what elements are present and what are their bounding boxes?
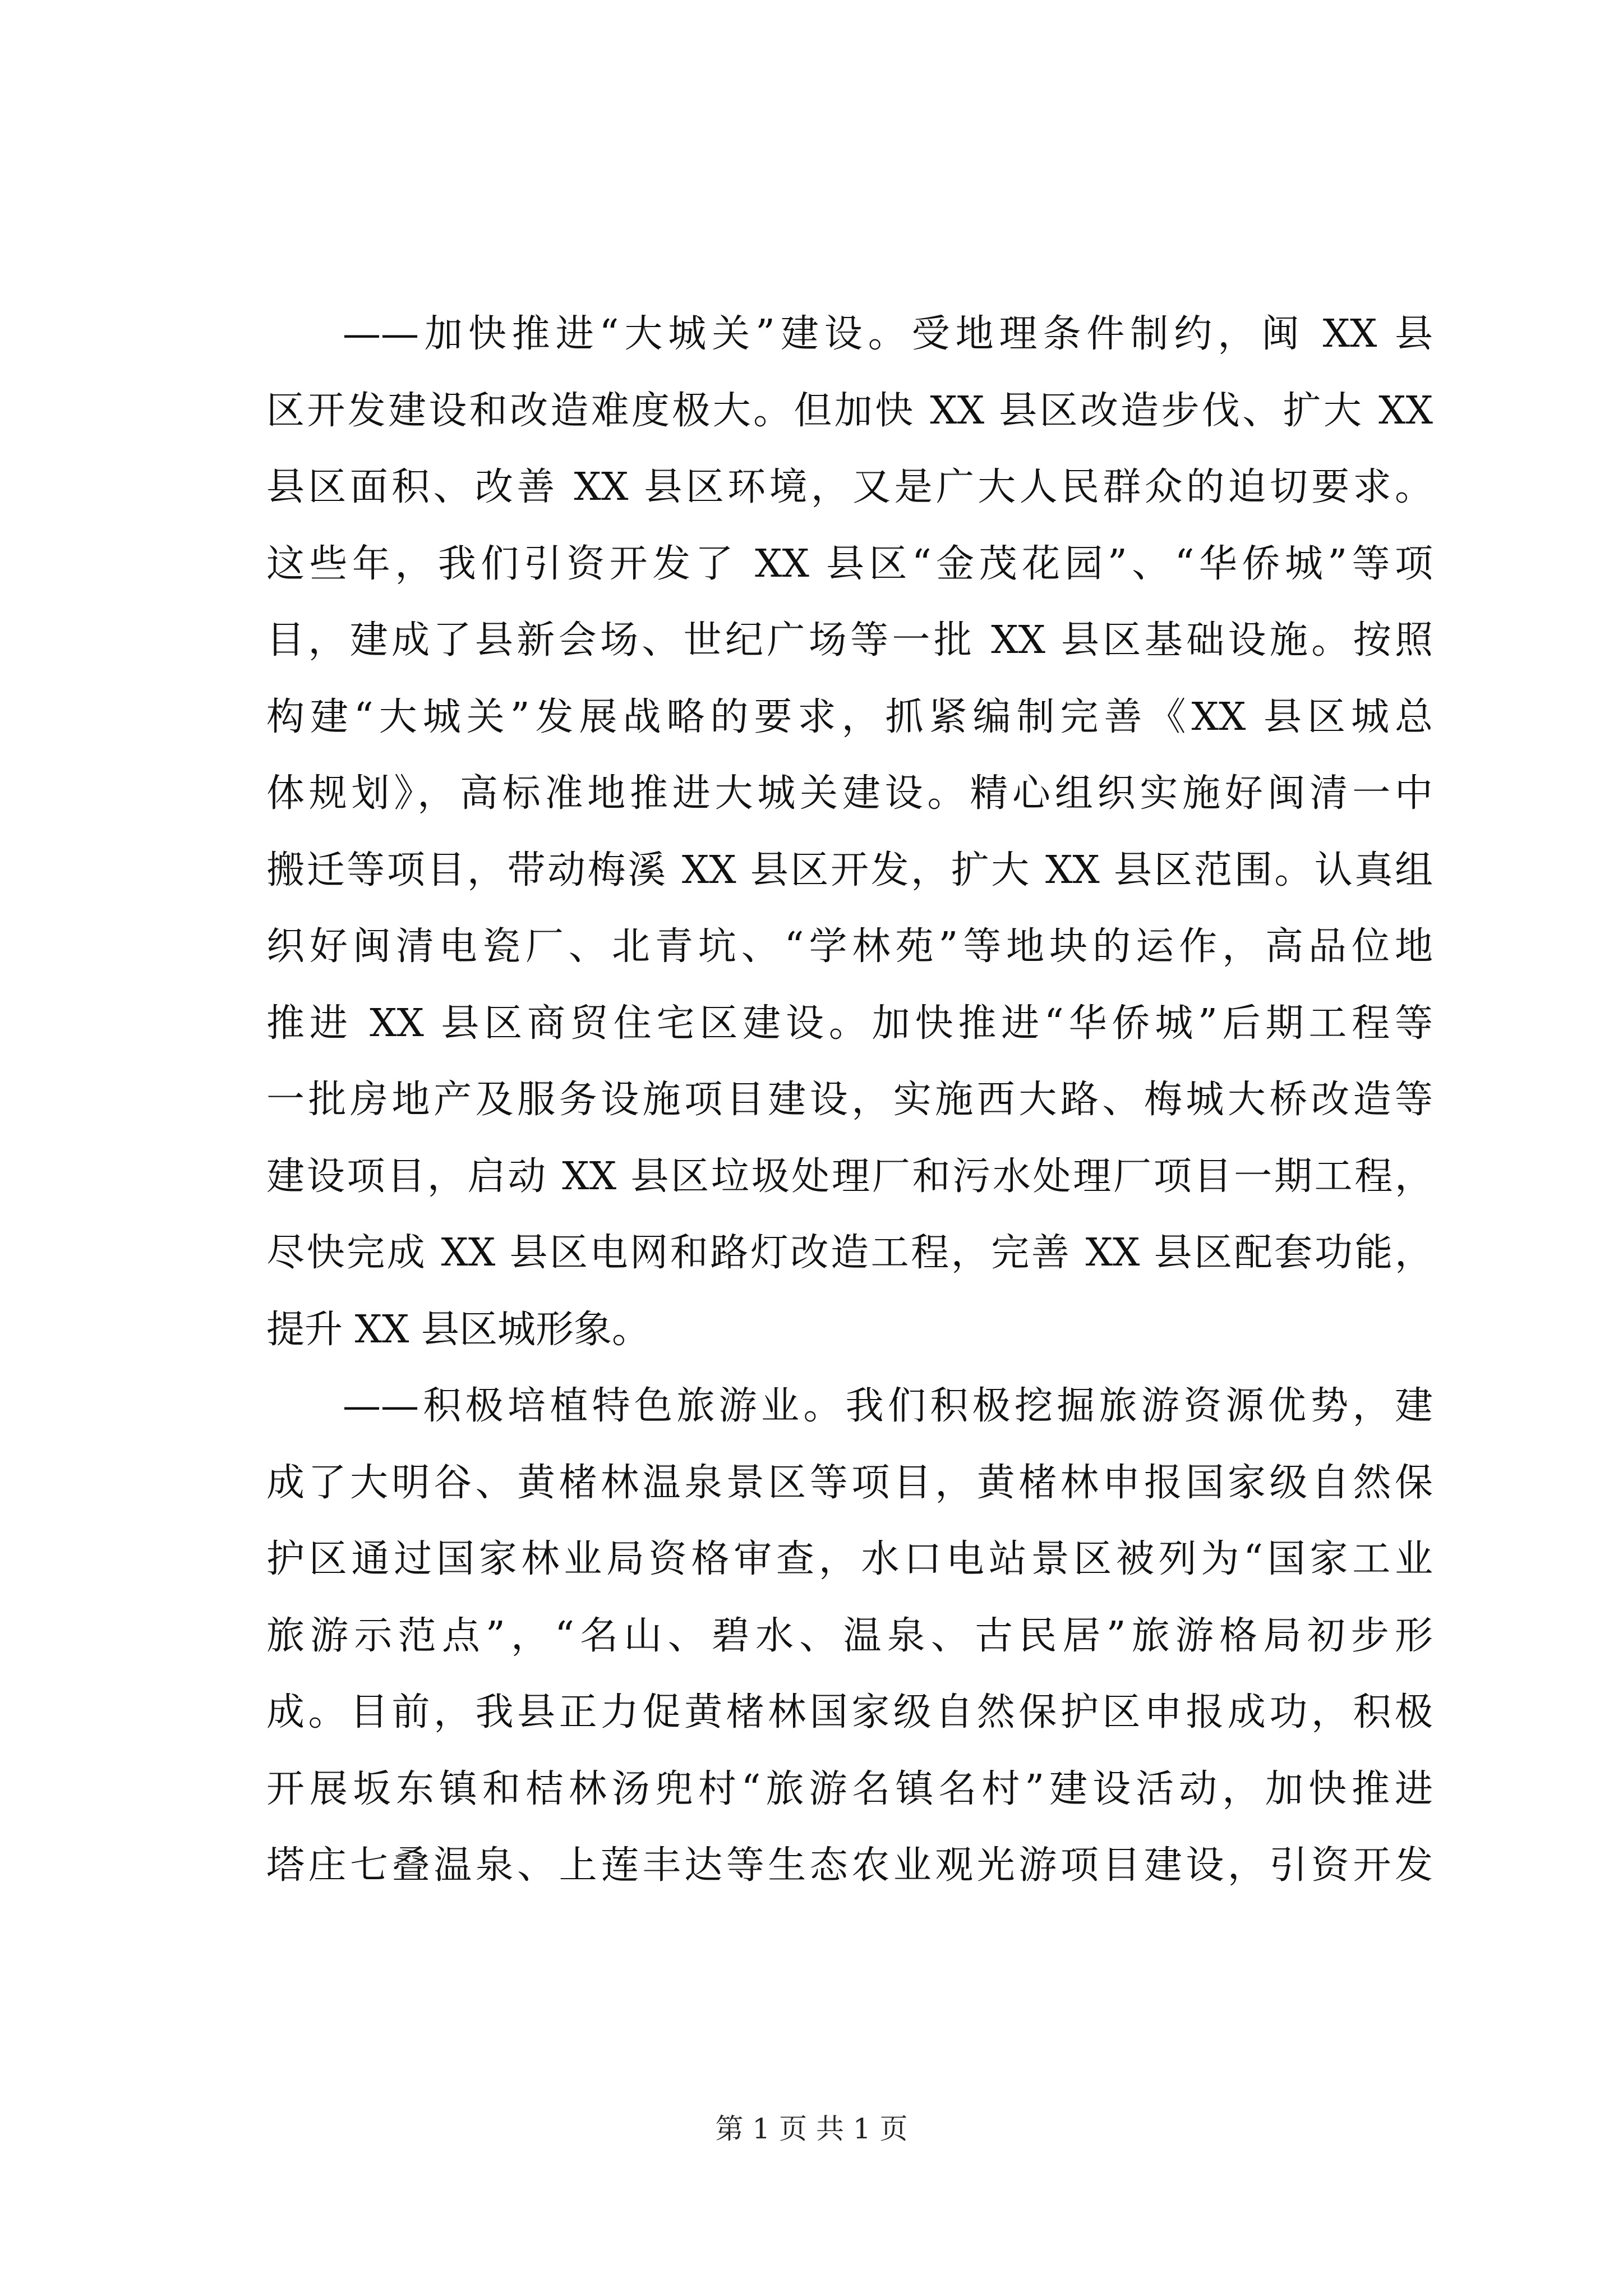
page-footer: 第 1 页 共 1 页 bbox=[715, 2113, 908, 2145]
text-line: 塔庄七叠温泉、上莲丰达等生态农业观光游项目建设，引资开发 bbox=[266, 1843, 1433, 1888]
text-line: 区开发建设和改造难度极大。但加快 XX 县区改造步伐、扩大 XX bbox=[266, 388, 1433, 433]
text-line: 开展坂东镇和桔林汤兜村“旅游名镇名村”建设活动，加快推进 bbox=[266, 1766, 1433, 1811]
text-line: 成。目前，我县正力促黄楮林国家级自然保护区申报成功，积极 bbox=[266, 1690, 1433, 1734]
text-line: 这些年，我们引资开发了 XX 县区“金茂花园”、“华侨城”等项 bbox=[266, 541, 1433, 586]
text-line: 提升 XX 县区城形象。 bbox=[266, 1307, 651, 1352]
text-line: 建设项目，启动 XX 县区垃圾处理厂和污水处理厂项目一期工程， bbox=[266, 1154, 1433, 1199]
paragraph-tourism bbox=[266, 1368, 1433, 1904]
document-body bbox=[266, 296, 1433, 1904]
text-line: 尽快完成 XX 县区电网和路灯改造工程，完善 XX 县区配套功能， bbox=[266, 1231, 1433, 1275]
text-line: ——加快推进“大城关”建设。受地理条件制约，闽 XX 县 bbox=[343, 312, 1433, 356]
text-line: ——积极培植特色旅游业。我们积极挖掘旅游资源优势，建 bbox=[343, 1384, 1433, 1428]
text-line: 护区通过国家林业局资格审查，水口电站景区被列为“国家工业 bbox=[266, 1537, 1433, 1581]
paragraph-urban-construction bbox=[266, 296, 1433, 1368]
text-line: 一批房地产及服务设施项目建设，实施西大路、梅城大桥改造等 bbox=[266, 1078, 1433, 1122]
text-line: 目，建成了县新会场、世纪广场等一批 XX 县区基础设施。按照 bbox=[266, 618, 1433, 662]
text-line: 搬迁等项目，带动梅溪 XX 县区开发，扩大 XX 县区范围。认真组 bbox=[266, 848, 1433, 892]
text-line: 旅游示范点”，“名山、碧水、温泉、古民居”旅游格局初步形 bbox=[266, 1613, 1433, 1658]
text-line: 成了大明谷、黄楮林温泉景区等项目，黄楮林申报国家级自然保 bbox=[266, 1460, 1433, 1505]
text-line: 织好闽清电瓷厂、北青坑、“学林苑”等地块的运作，高品位地 bbox=[266, 924, 1433, 969]
text-line: 推进 XX 县区商贸住宅区建设。加快推进“华侨城”后期工程等 bbox=[266, 1001, 1433, 1046]
text-line: 构建“大城关”发展战略的要求，抓紧编制完善《XX 县区城总 bbox=[266, 694, 1433, 739]
text-line: 体规划》，高标准地推进大城关建设。精心组织实施好闽清一中 bbox=[266, 771, 1433, 816]
text-line: 县区面积、改善 XX 县区环境，又是广大人民群众的迫切要求。 bbox=[266, 465, 1433, 509]
